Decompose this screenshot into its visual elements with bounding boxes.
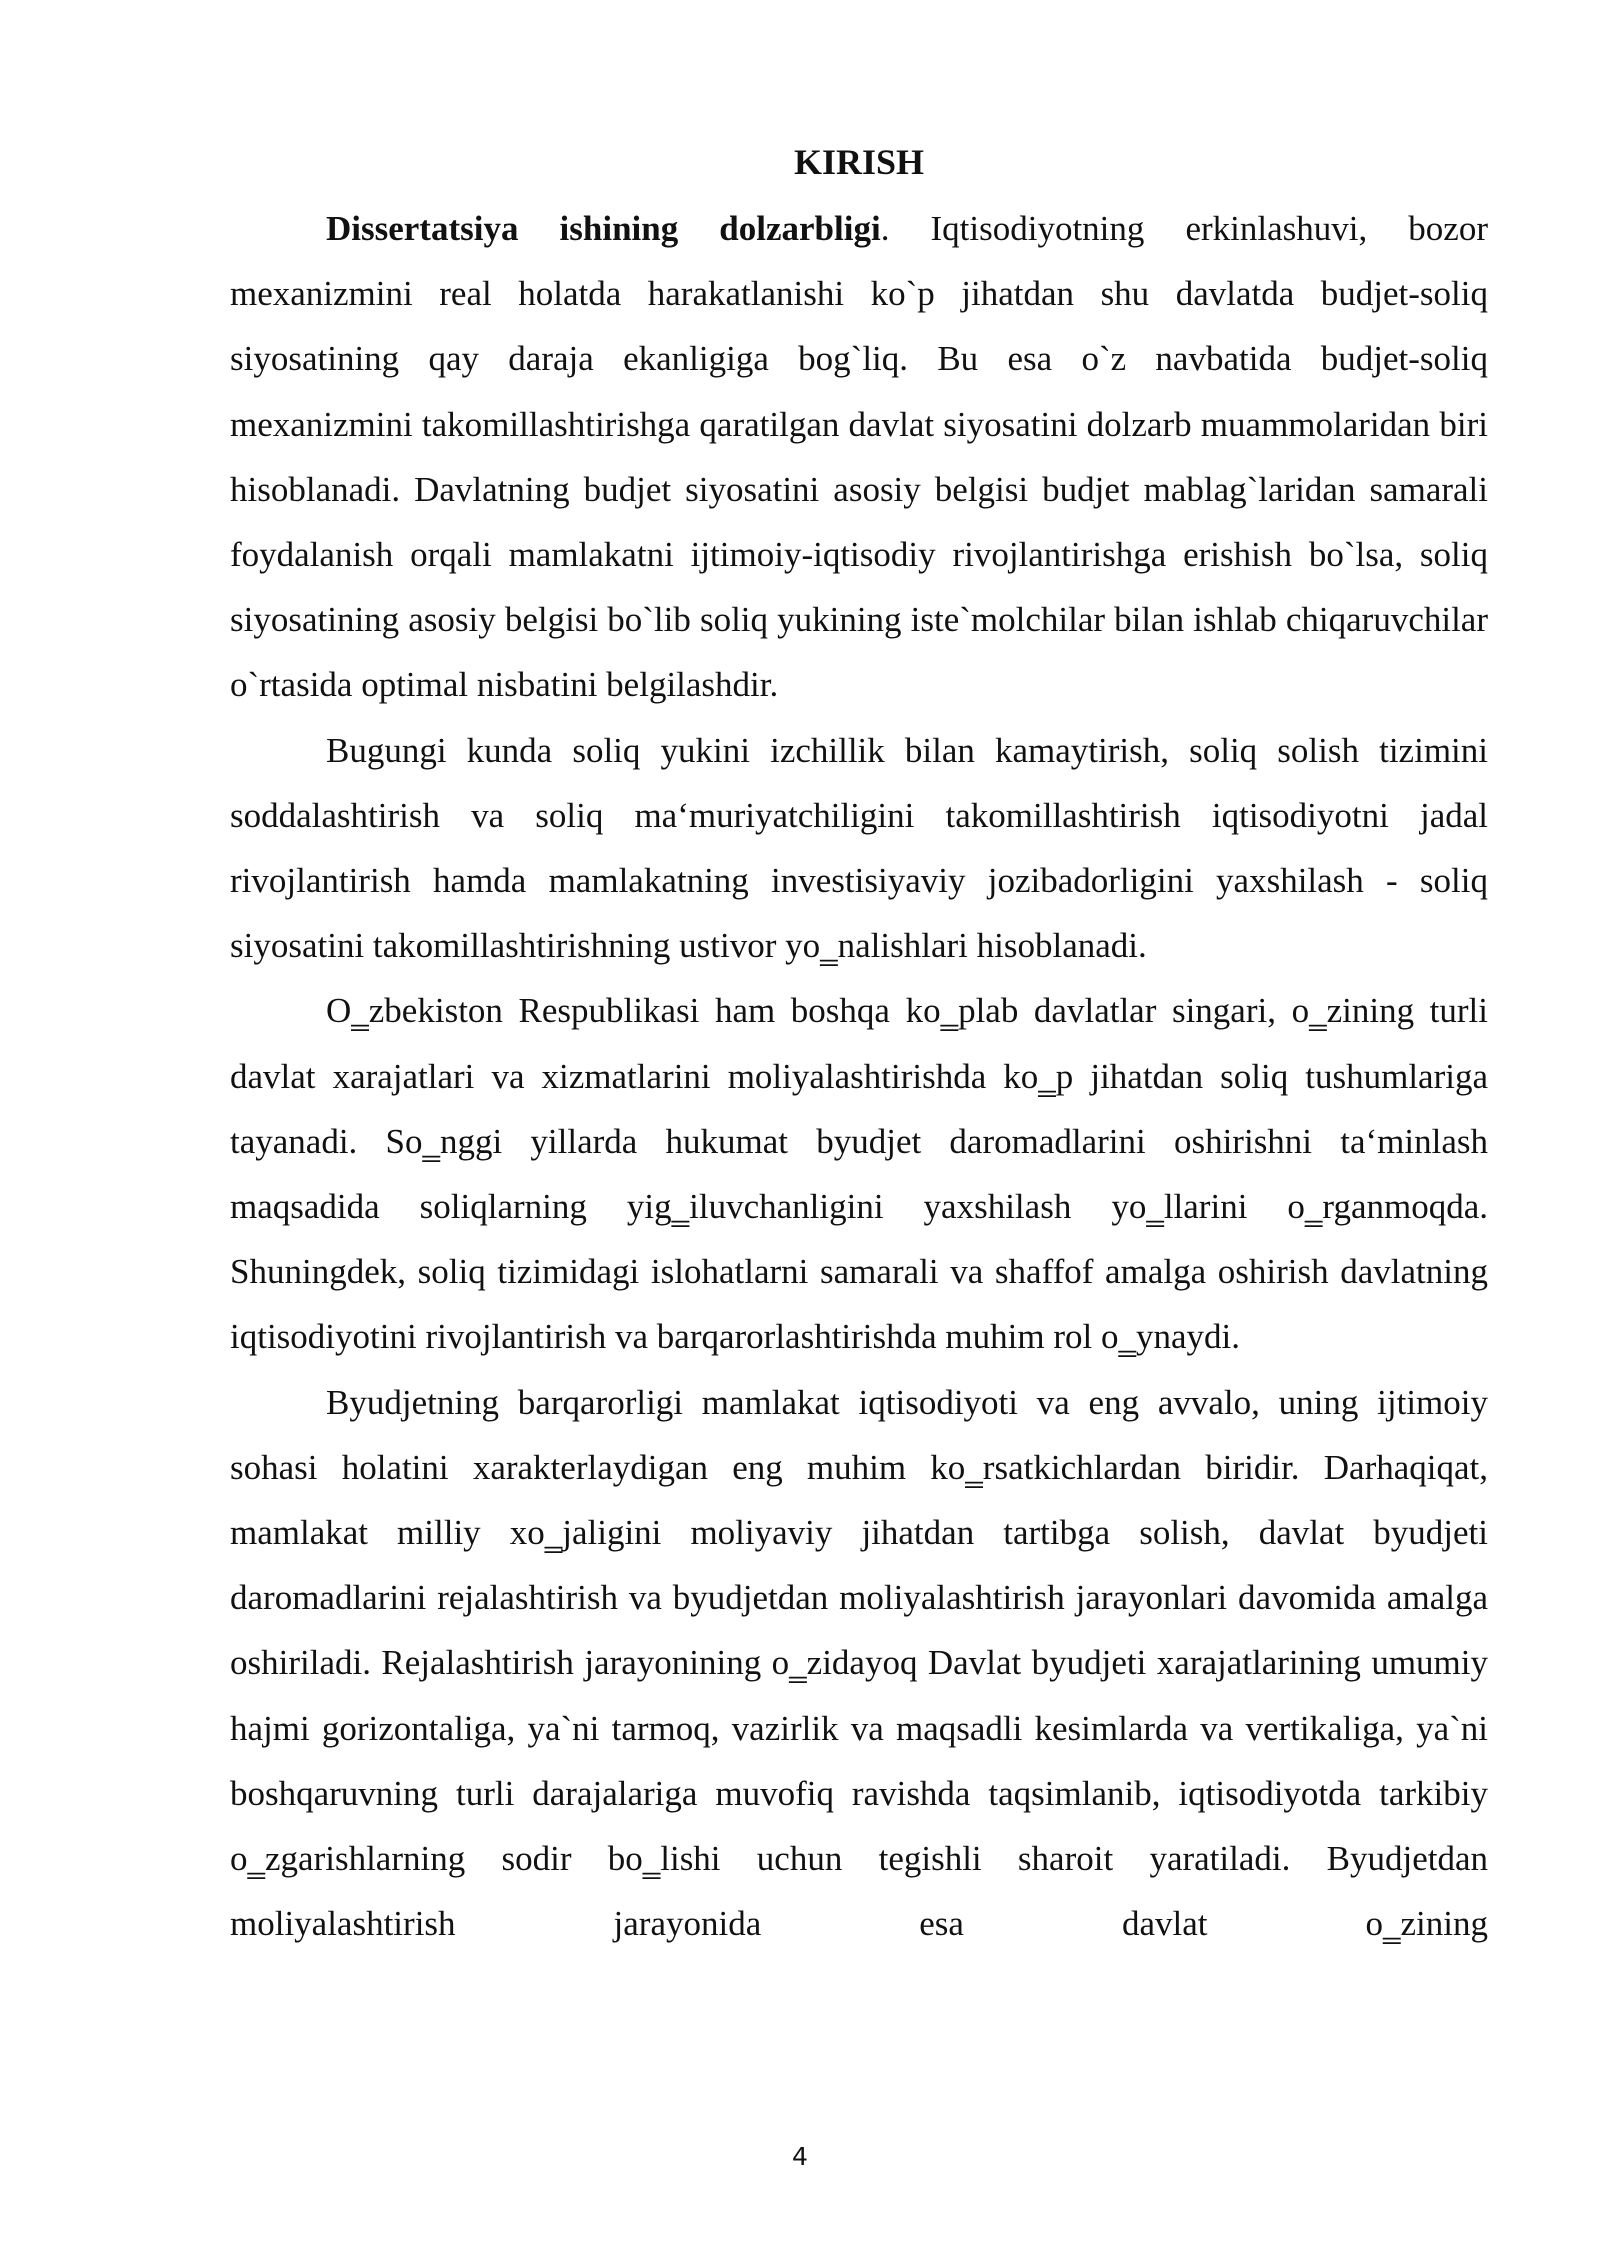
paragraph-text: O‗zbekiston Respublikasi ham boshqa ko‗plab davlatlar singari, o‗zining turli davlat xarajatlari va xizmatlarini moliyalashtirishda ko‗p jihatdan soliq tushumlariga tayanadi. So‗nggi yillarda hukumat byudjet daromadlarini oshirishni ta‘minlash maqsadida soliqlarning yig‗iluvchanligini yaxshilash yo‗llarini o‗rganmoqda. Shuningdek, soliq tizimidagi islohatlarni samarali va shaffof amalga oshirish davlatning iqtisodiyotini rivojlantirish va barqarorlashtirishda muhim rol o‗ynaydi. [230,991,1488,1357]
paragraph-text: . Iqtisodiyotning erkinlashuvi, bozor mexanizmini real holatda harakatlanishi ko`p jihatdan shu davlatda budjet-soliq siyosatining qay daraja ekanligiga bog`liq. Bu esa o`z navbatida budjet-soliq mexanizmini takomillashtirishga qaratilgan davlat siyosatini dolzarb muammolaridan biri hisoblanadi. Davlatning budjet siyosatini asosiy belgisi budjet mablag`laridan samarali foydalanish orqali mamlakatni ijtimoiy-iqtisodiy rivojlantirishga erishish bo`lsa, soliq siyosatining asosiy belgisi bo`lib soliq yukining iste`molchilar bilan ishlab chiqaruvchilar o`rtasida optimal nisbatini belgilashdir. [230,209,1488,705]
paragraph-budget-stability [230,1370,1488,1957]
paragraph-lead-heading: Dissertatsiya ishining dolzarbligi [326,209,881,248]
paragraph-text: Byudjetning barqarorligi mamlakat iqtisodiyoti va eng avvalo, uning ijtimoiy sohasi holatini xarakterlaydigan eng muhim ko‗rsatkichlardan biridir. Darhaqiqat, mamlakat milliy xo‗jaligini moliyaviy jihatdan tartibga solish, davlat byudjeti daromadlarini rejalashtirish va byudjetdan moliyalashtirish jarayonlari davomida amalga oshiriladi. Rejalashtirish jarayonining o‗zidayoq Davlat byudjeti xarajatlarining umumiy hajmi gorizontaliga, ya`ni tarmoq, vazirlik va maqsadli kesimlarda va vertikaliga, ya`ni boshqaruvning turli darajalariga muvofiq ravishda taqsimlanib, iqtisodiyotda tarkibiy o‗zgarishlarning sodir bo‗lishi uchun tegishli sharoit yaratiladi. Byudjetdan moliyalashtirish jarayonida esa davlat o‗zining [230,1382,1488,1944]
paragraph-relevance [230,196,1488,718]
paragraph-tax-burden [230,718,1488,979]
paragraph-text: Bugungi kunda soliq yukini izchillik bilan kamaytirish, soliq solish tizimini soddalashtirish va soliq ma‘muriyatchiligini takomillashtirish iqtisodiyotni jadal rivojlantirish hamda mamlakatning investisiyaviy jozibadorligini yaxshilash - soliq siyosatini takomillashtirishning ustivor yo‗nalishlari hisoblanadi. [230,730,1488,966]
page-title: KIRISH [793,142,925,182]
paragraph-uzbekistan [230,978,1488,1369]
page-number: 4 [792,2142,808,2171]
document-body [230,196,1488,1956]
